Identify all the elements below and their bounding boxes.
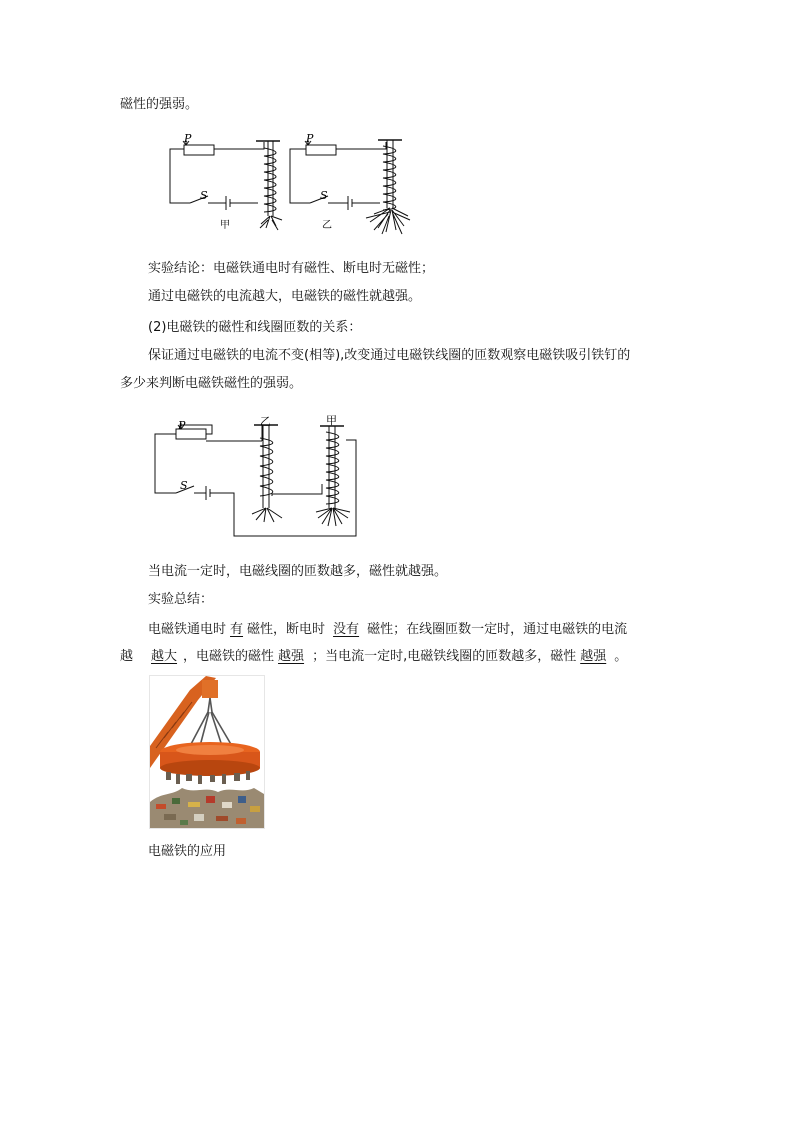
answer-blank: 有	[230, 622, 244, 637]
circuit-figure-current	[160, 132, 420, 238]
label-s: S	[180, 479, 188, 492]
circuit-figure-turns	[150, 412, 370, 540]
summary-text: ，电磁铁的磁性	[183, 649, 275, 664]
label-jia: 甲	[326, 414, 337, 427]
answer-blank: 越大	[151, 649, 178, 664]
label-p: P	[178, 419, 186, 432]
label-s: S	[200, 189, 208, 202]
summary-line-1	[148, 621, 627, 639]
summary-text: ；当电流一定时,电磁铁线圈的匝数越多，磁性	[312, 649, 577, 664]
label-jia: 甲	[220, 220, 230, 231]
text-line: (2)电磁铁的磁性和线圈匝数的关系：	[148, 320, 362, 335]
text-line: 当电流一定时，电磁线圈的匝数越多，磁性就越强。	[148, 564, 448, 579]
summary-text: 磁性；在线圈匝数一定时，通过电磁铁的电流	[367, 622, 628, 637]
text-line: 实验结论：电磁铁通电时有磁性、断电时无磁性；	[148, 261, 435, 276]
summary-text: 电磁铁通电时	[148, 622, 227, 637]
label-s: S	[320, 189, 328, 202]
figure-caption: 电磁铁的应用	[148, 844, 227, 859]
label-yi: 乙	[260, 415, 271, 428]
text-line: 通过电磁铁的电流越大，电磁铁的磁性就越强。	[148, 289, 422, 304]
summary-line-2	[120, 648, 627, 666]
summary-text: 越	[120, 649, 134, 664]
text-line: 磁性的强弱。	[120, 97, 199, 112]
answer-blank: 越强	[278, 649, 305, 664]
label-yi: 乙	[322, 220, 332, 231]
text-line: 多少来判断电磁铁磁性的强弱。	[120, 376, 303, 391]
summary-text: 。	[614, 649, 628, 664]
answer-blank: 没有	[333, 622, 360, 637]
answer-blank: 越强	[580, 649, 607, 664]
electromagnet-crane-photo	[149, 675, 265, 829]
label-p: P	[184, 132, 192, 145]
label-p: P	[306, 132, 314, 145]
text-line: 实验总结：	[148, 592, 214, 607]
summary-text: 磁性，断电时	[247, 622, 326, 637]
text-line: 保证通过电磁铁的电流不变(相等),改变通过电磁铁线圈的匝数观察电磁铁吸引铁钉的	[148, 348, 631, 363]
